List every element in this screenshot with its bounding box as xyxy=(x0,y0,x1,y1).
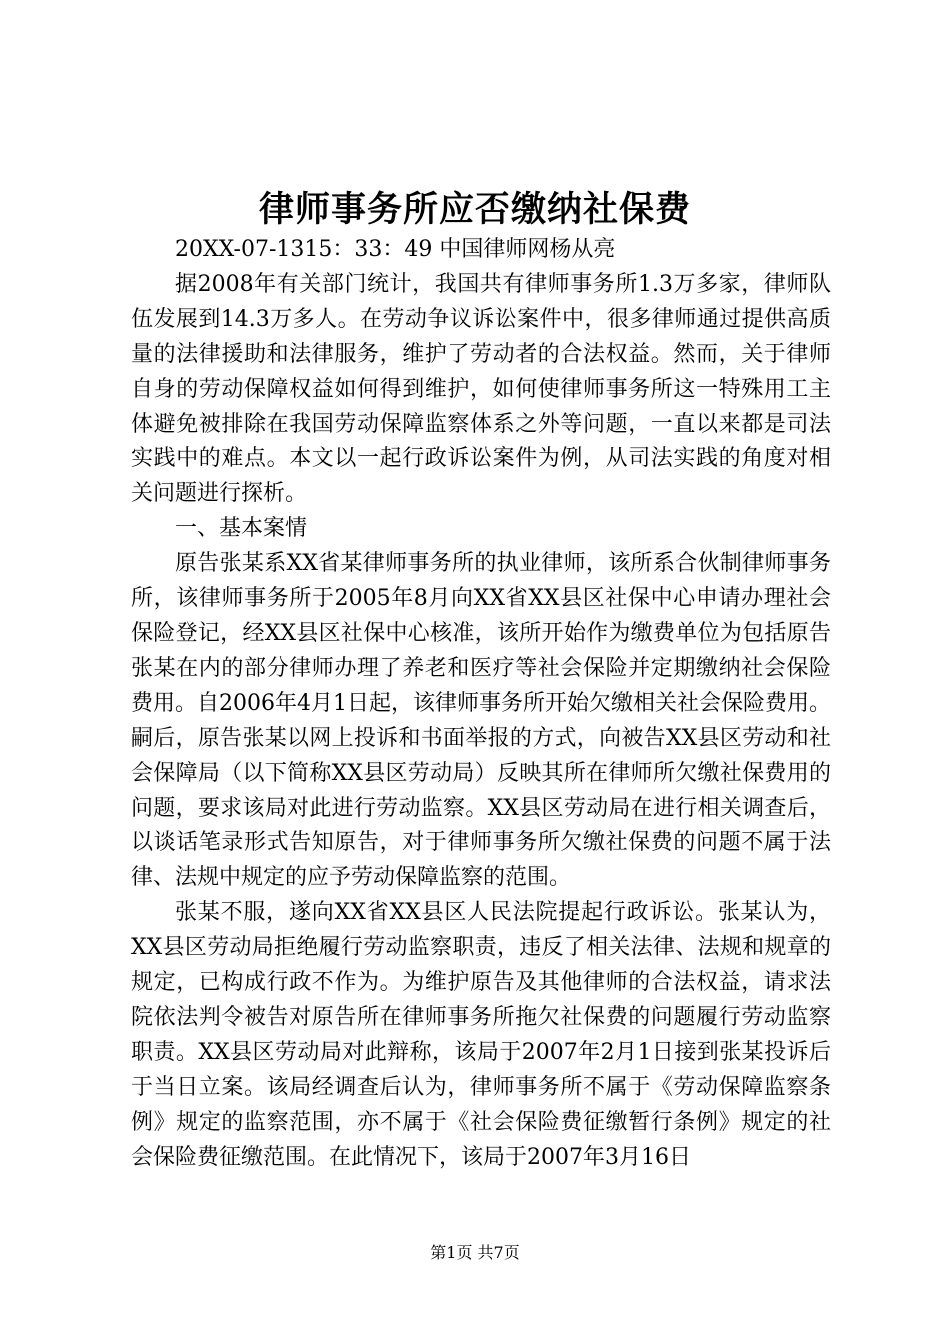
page-number-footer: 第1页 共7页 xyxy=(430,1243,520,1262)
byline: 20XX-07-1315：33：49 中国律师网杨从亮 xyxy=(175,237,616,262)
document-title: 律师事务所应否缴纳社保费 xyxy=(258,190,691,230)
paragraph-lawsuit: 张某不服，遂向XX省XX县区人民法院提起行政诉讼。张某认为，XX县区劳动局拒绝履行劳动监察职责，违反了相关法律、法规和规章的规定，已构成行政不作为。为维护原告及其他律师的合法权益，请求法院依法判令被告对原告所在律师事务所拖欠社保费的问题履行劳动监察职责。XX县区劳动局对此辩称，该局于2007年2月1日接到张某投诉后于当日立案。该局经调查后认为，律师事务所不属于《劳动保障监察条例》规定的监察范围，亦不属于《社会保险费征缴暂行条例》规定的社会保险费征缴范围。在此情况下，该局于2007年3月16日 xyxy=(131,900,831,1170)
document-body xyxy=(131,233,831,1175)
section-heading-basic-facts: 一、基本案情 xyxy=(175,516,308,542)
paragraph-intro: 据2008年有关部门统计，我国共有律师事务所1.3万多家，律师队伍发展到14.3万多人。在劳动争议诉讼案件中，很多律师通过提供高质量的法律援助和法律服务，维护了劳动者的合法权益。然而，关于律师自身的劳动保障权益如何得到维护，如何使律师事务所这一特殊用工主体避免被排除在我国劳动保障监察体系之外等问题，一直以来都是司法实践中的难点。本文以一起行政诉讼案件为例，从司法实践的角度对相关问题进行探析。 xyxy=(131,271,831,507)
paragraph-case-facts: 原告张某系XX省某律师事务所的执业律师，该所系合伙制律师事务所，该律师事务所于2005年8月向XX省XX县区社保中心申请办理社会保险登记，经XX县区社保中心核准，该所开始作为缴费单位为包括原告张某在内的部分律师办理了养老和医疗等社会保险并定期缴纳社会保险费用。自2006年4月1日起，该律师事务所开始欠缴相关社会保险费用。嗣后，原告张某以网上投诉和书面举报的方式，向被告XX县区劳动和社会保障局（以下简称XX县区劳动局）反映其所在律师所欠缴社保费用的问题，要求该局对此进行劳动监察。XX县区劳动局在进行相关调查后，以谈话笔录形式告知原告，对于律师事务所欠缴社保费的问题不属于法律、法规中规定的应予劳动保障监察的范围。 xyxy=(131,551,831,891)
